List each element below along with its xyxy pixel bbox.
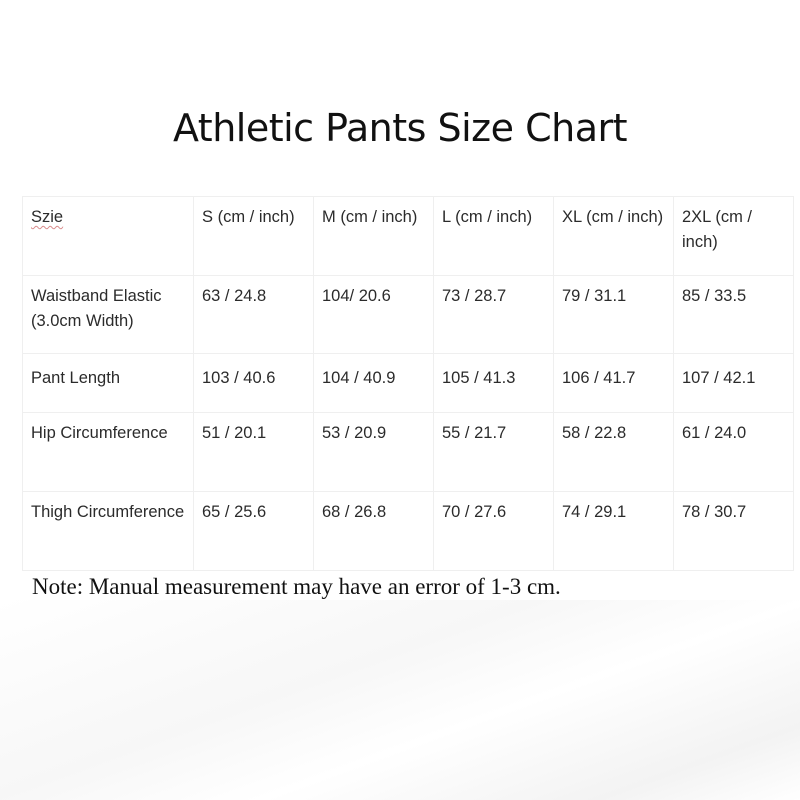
table-cell: 107 / 42.1 (674, 354, 794, 413)
background-decoration (0, 600, 800, 800)
table-cell: 104/ 20.6 (314, 276, 434, 354)
table-cell: 85 / 33.5 (674, 276, 794, 354)
table-header-row (23, 197, 794, 276)
table-cell: 68 / 26.8 (314, 492, 434, 571)
table-row-waistband (23, 276, 794, 354)
table-cell: 103 / 40.6 (194, 354, 314, 413)
table-cell: 74 / 29.1 (554, 492, 674, 571)
table-cell: 58 / 22.8 (554, 413, 674, 492)
header-cell-s: S (cm / inch) (194, 197, 314, 276)
row-label: Waistband Elastic (3.0cm Width) (23, 276, 194, 354)
header-cell-size: Szie (23, 197, 194, 276)
row-label: Thigh Circumference (23, 492, 194, 571)
row-label: Hip Circumference (23, 413, 194, 492)
table-cell: 63 / 24.8 (194, 276, 314, 354)
header-cell-2xl: 2XL (cm / inch) (674, 197, 794, 276)
page-title: Athletic Pants Size Chart (172, 106, 628, 150)
row-label: Pant Length (23, 354, 194, 413)
header-cell-l: L (cm / inch) (434, 197, 554, 276)
table-cell: 106 / 41.7 (554, 354, 674, 413)
table-cell: 53 / 20.9 (314, 413, 434, 492)
table-cell: 65 / 25.6 (194, 492, 314, 571)
header-cell-xl: XL (cm / inch) (554, 197, 674, 276)
size-chart-table (22, 196, 794, 571)
table-row-pant-length (23, 354, 794, 413)
table-cell: 70 / 27.6 (434, 492, 554, 571)
measurement-note: Note: Manual measurement may have an error of 1-3 cm. (32, 574, 561, 599)
header-cell-m: M (cm / inch) (314, 197, 434, 276)
table-cell: 55 / 21.7 (434, 413, 554, 492)
table-row-thigh (23, 492, 794, 571)
table-cell: 78 / 30.7 (674, 492, 794, 571)
table-cell: 105 / 41.3 (434, 354, 554, 413)
table-cell: 79 / 31.1 (554, 276, 674, 354)
table-cell: 61 / 24.0 (674, 413, 794, 492)
table-row-hip (23, 413, 794, 492)
table-cell: 104 / 40.9 (314, 354, 434, 413)
table-cell: 73 / 28.7 (434, 276, 554, 354)
table-cell: 51 / 20.1 (194, 413, 314, 492)
